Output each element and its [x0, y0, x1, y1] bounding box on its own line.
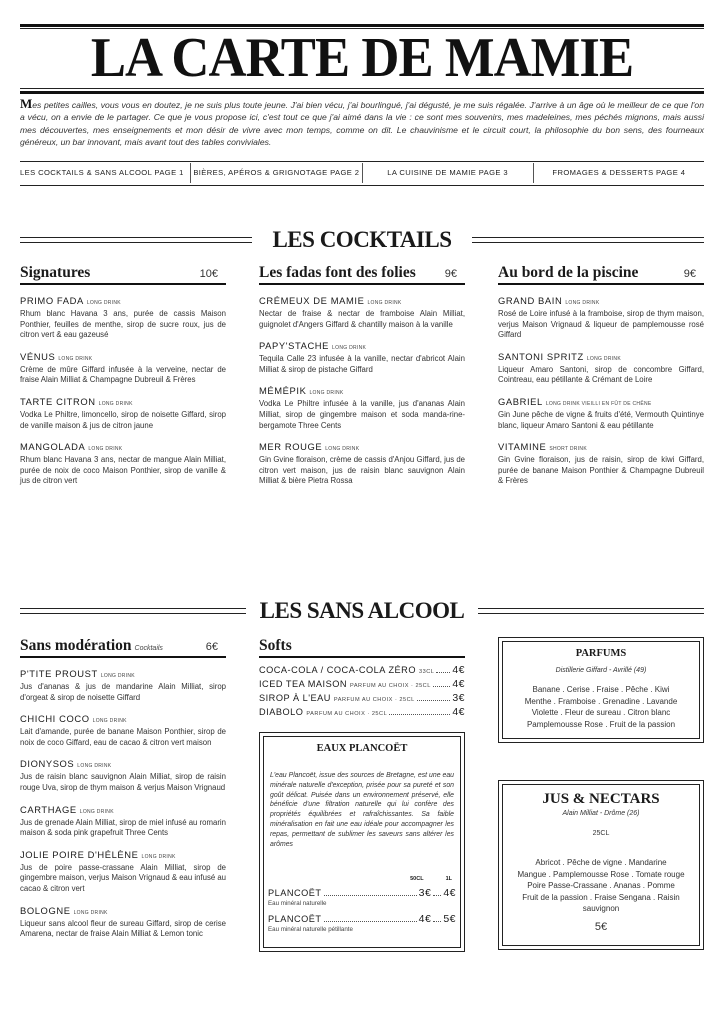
leader-dots — [433, 686, 450, 687]
menu-item — [498, 347, 704, 386]
parfums-line: Violette . Fleur de sureau . Citron blanc — [531, 708, 671, 717]
item-desc: Lait d'amande, purée de banane Maison Ponthier, sirop de noix de coco Giffard, eau de cacao & citron vert maison — [20, 727, 226, 747]
eau-row — [268, 887, 456, 907]
item-desc: Gin June pêche de vigne & fruits d'été, Vermouth Quintinye blanc, liqueur Amaro Santoni & eau pétillante — [498, 409, 704, 430]
soft-price: 4€ — [452, 678, 465, 690]
sans-alcool-heading-text: LES SANS ALCOOL — [259, 598, 465, 623]
item-desc: Jus d'ananas & jus de mandarine Alain Milliat, sirop d'orgeat & sirop de noisette Giffard — [20, 682, 226, 702]
column-title: Softs — [259, 637, 292, 654]
item-desc: Jus de poire passe-crassane Alain Milliat, sirop de gingembre maison, verjus Maison Vrignaud & eau infusé au cacao & citron vert — [20, 862, 227, 893]
column-price: 9€ — [683, 268, 696, 280]
item-tag: SHORT DRINK — [549, 446, 587, 453]
soft-row — [259, 692, 465, 706]
item-desc: Tequila Calle 23 infusée à la vanille, nectar d'abricot Alain Milliat & sirop de pistache Giffard — [259, 354, 465, 374]
item-desc: Crème de mûre Giffard infusée à la verveine, nectar de fraise Alain Milliat & Champagne Dubreuil & Frères — [20, 364, 226, 385]
leader-dots — [417, 700, 451, 701]
eau-price-50cl: 3€ — [418, 887, 432, 899]
jus-volume: 25CL — [592, 830, 610, 837]
soft-row — [259, 706, 465, 720]
item-desc: Vodka Le Philtre infusée à la vanille, jus d'ananas Alain Milliat, sirop de gingembre maison et soda manda-rine-bergamote Three Cents — [259, 399, 465, 430]
item-tag: LONG DRINK — [58, 355, 93, 362]
column-title: Sans modération — [20, 637, 132, 654]
eau-sub: Eau minéral naturelle pétillante — [268, 926, 353, 933]
column-sans-moderation — [20, 637, 226, 940]
item-desc: Rhum blanc Havana 3 ans, nectar de mangue Alain Milliat, purée de noix de coco Maison Ponthier, sirop de vanille & jus de citron vert — [20, 455, 226, 486]
menu-item — [498, 437, 704, 487]
column-header — [20, 264, 226, 285]
item-name: DIONYSOS — [20, 758, 75, 770]
menu-item — [20, 664, 226, 703]
column-subtitle: Cocktails — [134, 645, 163, 652]
parfums-line: Pamplemousse Rose . Fruit de la passion — [526, 719, 676, 729]
intro-text — [20, 98, 704, 149]
item-name: CHICHI COCO — [20, 713, 90, 725]
item-desc: Rosé de Loire infusé à la framboise, sirop de thym maison, verjus Maison Vrignaud & liqueur de pamplemousse rosé Giffard — [498, 309, 704, 340]
page-title: LA CARTE DE MAMIE — [90, 27, 634, 89]
eau-sub: Eau minéral naturelle — [268, 900, 327, 907]
jus-line: Mangue . Pamplemousse Rose . Tomate rouge — [517, 869, 685, 879]
column-header — [259, 637, 465, 658]
parfums-box — [498, 637, 704, 743]
column-header — [259, 264, 465, 285]
column-signatures — [20, 264, 226, 487]
menu-item — [498, 291, 704, 341]
jus-line: Abricot . Pêche de vigne . Mandarine — [535, 858, 667, 867]
item-name: PRIMO FADA — [20, 295, 84, 306]
item-desc: Rhum blanc Havana 3 ans, purée de cassis Maison Ponthier, feuilles de menthe, sirop de sucre roux, jus de citron vert & eau gazeusé — [20, 309, 226, 340]
soft-price: 4€ — [452, 664, 465, 676]
menu-item — [259, 437, 465, 487]
item-name: MANGOLADA — [20, 441, 86, 453]
title-rule — [20, 91, 704, 94]
sans-alcool-heading — [20, 597, 704, 627]
nav-link-cuisine[interactable]: LA CUISINE DE MAMIE PAGE 3 — [362, 163, 533, 183]
item-desc: Liqueur Amaro Santoni, sirop de concombre Giffard, Cointreau, eau pétillante & Crémant de Loire — [498, 364, 704, 385]
jus-line: Fruit de la passion . Fraise Sengana . Raisin sauvignon — [522, 892, 680, 913]
parfums-line: Banane . Cerise . Fraise . Pêche . Kiwi — [532, 685, 670, 694]
soft-name: ICED TEA MAISON — [259, 679, 347, 689]
soft-row — [259, 664, 465, 678]
jus-price: 5€ — [594, 921, 608, 933]
soft-option: 33CL — [418, 669, 435, 675]
eaux-desc: L'eau Plancoët, issue des sources de Bretagne, est une eau minérale naturelle d'exception, prisée pour sa pureté et son goût délicat. Puisée dans un environnement préservé, elle bénéficie d'une filtration naturelle qui lui confère des propriétés équilibrées et rafraîchissantes. Sa faible minéralisation en fait une eau idéale pour accompagner les repas, permettant de sublimer les saveurs sans altérer les arômes — [270, 772, 454, 848]
soft-name: DIABOLO — [259, 707, 304, 717]
heading-rule-right — [478, 608, 704, 614]
column-title: Les fadas font des folies — [259, 264, 416, 281]
item-name: P'TITE PROUST — [20, 668, 98, 679]
column-price: 10€ — [199, 268, 218, 280]
jus-title: JUS & NECTARS — [542, 791, 660, 807]
item-desc: Gin Gvine floraison, jus de raisin, sirop de kiwi Giffard, purée de banane Maison Ponthier & Champagne Dubreuil & Frères — [498, 455, 704, 486]
item-desc: Gin Gvine floraison, crème de cassis d'Anjou Giffard, jus de citron vert maison, jus de raisin blanc sauvignon Alain Milliat & bière Pietra Rossa — [259, 455, 465, 486]
menu-item — [259, 291, 465, 330]
item-name: VITAMINE — [498, 441, 547, 453]
soft-name: SIROP À L'EAU — [259, 693, 331, 703]
item-name: GRAND BAIN — [498, 295, 563, 306]
soft-option: PARFUM AU CHOIX · 25CL — [333, 697, 415, 703]
item-tag: LONG DRINK — [309, 390, 344, 397]
item-name: BOLOGNE — [20, 904, 71, 916]
item-name: CRÉMEUX DE MAMIE — [259, 295, 365, 306]
item-desc: Jus de raisin blanc sauvignon Alain Milliat, sirop de raisin rouge Uva, sirop de thym maison & verjus Maison Vrignaud — [20, 772, 226, 792]
eaux-volumes — [410, 876, 452, 882]
item-desc: Jus de grenade Alain Milliat, sirop de miel infusé au romarin maison & soda pink grapefruit Three Cents — [20, 817, 226, 838]
item-tag: LONG DRINK — [88, 446, 123, 453]
menu-item — [20, 291, 226, 341]
item-tag: LONG DRINK — [73, 909, 108, 916]
column-piscine — [498, 264, 704, 487]
eau-name: PLANCOËT — [268, 914, 322, 924]
menu-item — [20, 392, 226, 431]
page-nav — [20, 163, 704, 183]
eau-price-1l: 5€ — [443, 913, 456, 925]
soft-name: COCA-COLA / COCA-COLA ZÉRO — [259, 665, 416, 675]
cocktails-heading — [20, 226, 704, 256]
intro-body: es petites cailles, vous vous en doutez, je ne suis plus toute jeune. J'ai bien vécu, j'ai bourlingué, j'ai dégusté, je me suis régalée. J'arrive à un âge où le meilleur de ce que l'on a vécu, on a envie de le partager. Ce que je vous propose ici, c'est tout ce que j'ai aimé dans la vie : ce sont mes souvenirs, mes madeleines, mes péchés mignons, mais aussi mes découvertes, mes enseignements et mon désir de vivre avec mon temps, comme on dit. Le chauvinisme et le circuit court, la philosophie du bon sens, des fourneaux généreux, un bar innovant, mais avant tout des tables conviviales. — [20, 100, 704, 148]
eaux-plancoet-box — [259, 732, 465, 952]
column-header — [20, 637, 226, 658]
leader-dots — [433, 895, 441, 896]
item-tag: LONG DRINK — [79, 808, 114, 815]
column-softs — [259, 637, 465, 720]
menu-item — [20, 901, 226, 940]
item-name: MÉMÉPIK — [259, 385, 307, 397]
nav-link-cocktails[interactable]: LES COCKTAILS & SANS ALCOOL PAGE 1 — [20, 168, 184, 177]
leader-dots — [324, 895, 417, 896]
item-name: JOLIE POIRE D'HÉLÈNE — [20, 848, 139, 860]
menu-item — [20, 754, 226, 793]
menu-item — [259, 336, 465, 375]
column-title: Au bord de la piscine — [498, 264, 639, 281]
item-tag: LONG DRINK VIEILLI EN FÛT DE CHÊNE — [545, 400, 652, 407]
item-desc: Nectar de fraise & nectar de framboise Alain Milliat, guignolet d'Angers Giffard & chantilly maison à la vanille — [259, 309, 465, 329]
parfums-subtitle: Distillerie Giffard - Avrillé (49) — [555, 667, 647, 674]
column-price: 6€ — [205, 641, 218, 653]
item-tag: LONG DRINK — [86, 300, 121, 306]
item-tag: LONG DRINK — [98, 400, 133, 407]
item-name: TARTE CITRON — [20, 395, 96, 407]
eau-price-50cl: 4€ — [418, 913, 432, 925]
nav-rule-bottom — [20, 185, 704, 186]
leader-dots — [433, 921, 441, 922]
item-name: SANTONI SPRITZ — [498, 350, 584, 362]
soft-option: PARFUM AU CHOIX · 25CL — [350, 683, 431, 689]
eaux-title: EAUX PLANCOËT — [316, 743, 408, 754]
parfums-list — [505, 684, 697, 730]
nav-link-bieres[interactable]: BIÈRES, APÉROS & GRIGNOTAGE PAGE 2 — [190, 163, 361, 183]
eau-name: PLANCOËT — [268, 888, 322, 898]
item-tag: LONG DRINK — [77, 763, 112, 770]
eau-price-1l: 4€ — [443, 887, 456, 899]
nav-link-desserts[interactable]: FROMAGES & DESSERTS PAGE 4 — [533, 163, 704, 183]
item-tag: LONG DRINK — [586, 355, 621, 362]
item-tag: LONG DRINK — [100, 673, 135, 679]
cocktails-heading-text: LES COCKTAILS — [272, 227, 452, 252]
item-tag: LONG DRINK — [367, 300, 402, 306]
volume-50cl: 50CL — [410, 876, 424, 882]
menu-item — [259, 381, 465, 431]
item-tag: LONG DRINK — [92, 718, 127, 725]
soft-row — [259, 678, 465, 692]
item-name: PAPY'STACHE — [259, 340, 330, 352]
menu-item — [20, 845, 226, 895]
item-tag: LONG DRINK — [141, 853, 176, 860]
eau-row — [268, 913, 456, 933]
jus-line: Poire Passe-Crassane . Ananas . Pomme — [527, 881, 675, 890]
item-desc: Vodka Le Philtre, limoncello, sirop de noisette Giffard, sirop de vanille maison & jus de citron jaune — [20, 409, 226, 430]
title-rule-thin — [20, 88, 704, 89]
column-title: Signatures — [20, 264, 91, 281]
item-name: VÉNUS — [20, 350, 56, 362]
item-name: CARTHAGE — [20, 803, 77, 815]
soft-option: PARFUM AU CHOIX · 25CL — [306, 711, 388, 717]
item-name: MER ROUGE — [259, 441, 323, 453]
jus-nectars-box — [498, 780, 704, 950]
parfums-line: Menthe . Framboise . Grenadine . Lavande — [524, 696, 678, 706]
item-desc: Liqueur sans alcool fleur de sureau Giffard, sirop de cerise Amarena, nectar de fraise Alain Milliat & Lemon tonic — [20, 918, 226, 939]
leader-dots — [389, 714, 450, 715]
jus-subtitle: Alain Milliat - Drôme (26) — [562, 810, 640, 817]
soft-price: 4€ — [452, 706, 465, 718]
soft-price: 3€ — [452, 692, 465, 704]
jus-list — [503, 857, 699, 915]
menu-item — [498, 392, 704, 431]
column-fadas — [259, 264, 465, 487]
column-header — [498, 264, 704, 285]
menu-item — [20, 800, 226, 839]
intro-initial: M — [20, 96, 33, 111]
item-tag: LONG DRINK — [332, 345, 367, 352]
item-name: GABRIEL — [498, 395, 543, 407]
menu-item — [20, 347, 226, 386]
nav-rule-top — [20, 161, 704, 162]
item-tag: LONG DRINK — [325, 446, 360, 453]
leader-dots — [436, 672, 450, 673]
heading-rule-right — [472, 237, 704, 243]
menu-item — [20, 437, 226, 487]
leader-dots — [324, 921, 417, 922]
volume-1l: 1L — [445, 876, 452, 882]
column-price: 9€ — [444, 268, 457, 280]
item-tag: LONG DRINK — [565, 300, 600, 306]
menu-item — [20, 709, 226, 748]
parfums-title: PARFUMS — [575, 648, 627, 659]
